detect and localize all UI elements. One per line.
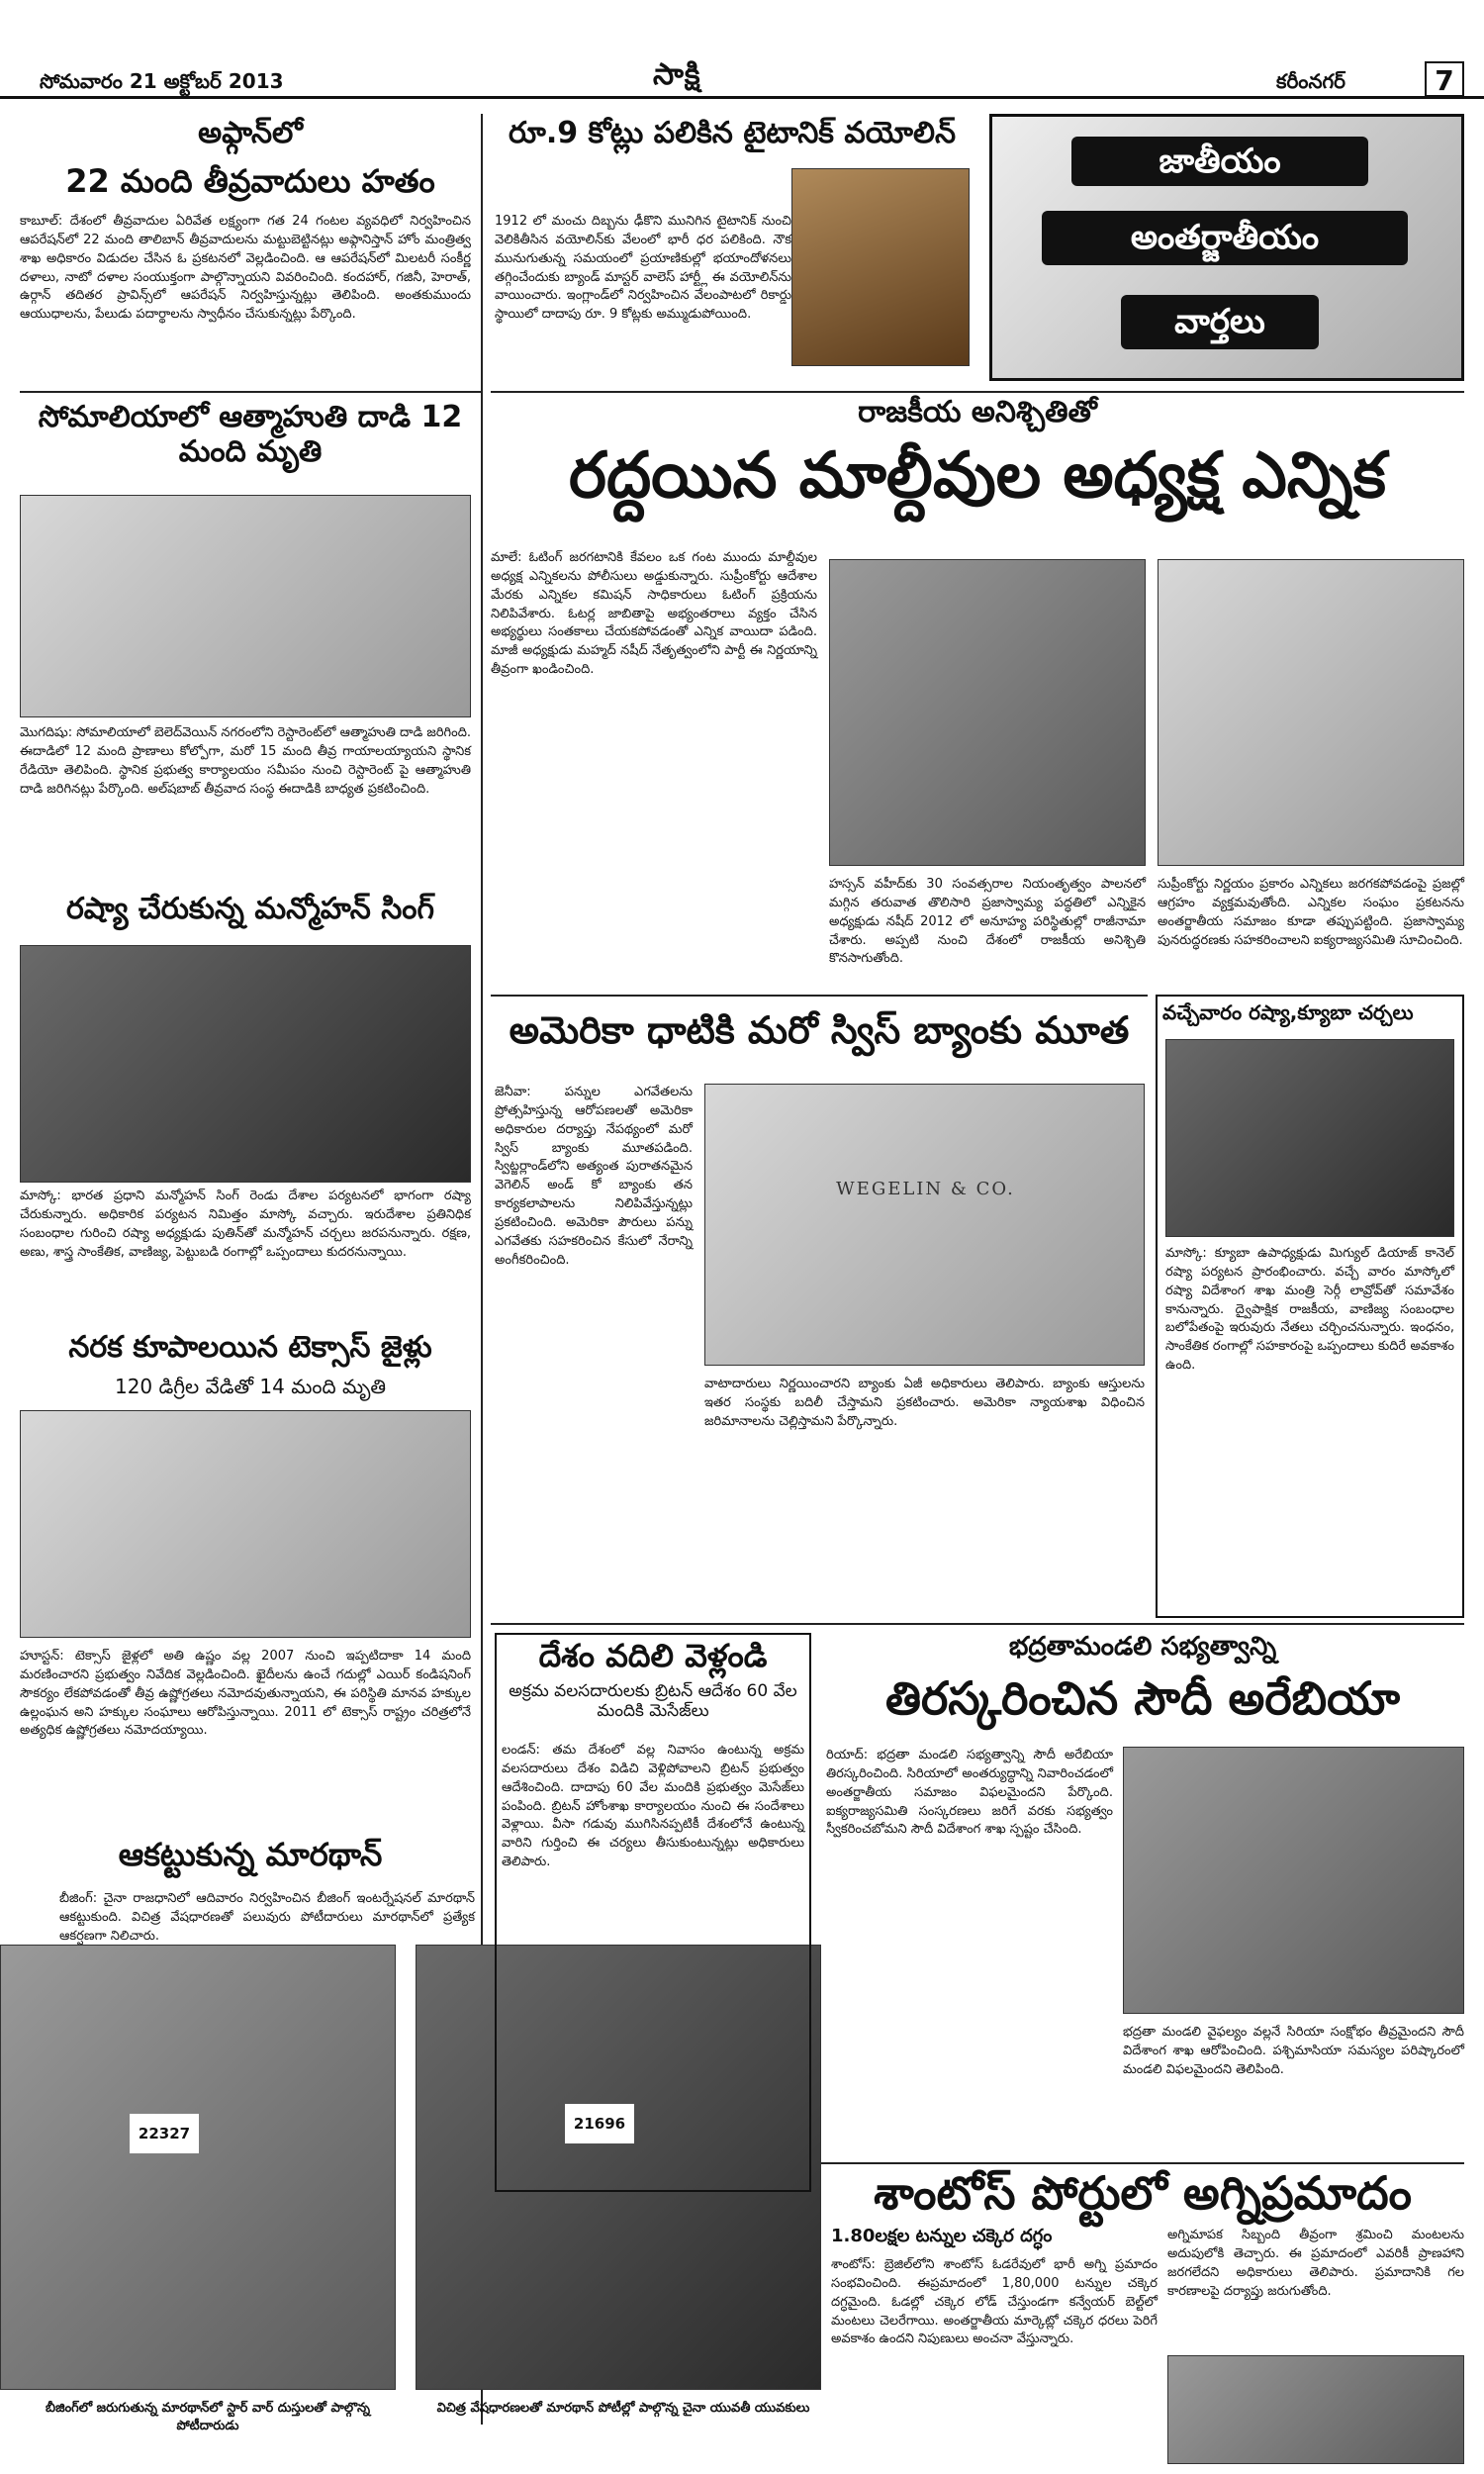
titanic-article: 1912 లో మంచు దిబ్బను ఢీకొని మునిగిన టైటానిక్ నుంచి వెలికితీసిన వయోలిన్‌కు వేలంలో భారీ ధర పలికింది. నౌక మునుగుతున్న సమయంలో ప్రయాణికుల్లో భయాందోళనలు తగ్గించేందుకు బ్యాండ్ మాస్టర్ వాలెస్ హార్ట్లీ ఈ వయోలిన్‌ను వాయించారు. ఇంగ్లాండ్‌లో నిర్వహించిన వేలంపాటలో రికార్డు స్థాయిలో దాదాపు రూ. 9 కోట్లకు అమ్ముడుపోయింది. — [495, 214, 791, 323]
banner-line-1: జాతీయం — [1071, 137, 1368, 186]
maldives-headline: రద్దయిన మాల్దీవుల అధ్యక్ష ఎన్నిక — [569, 439, 1386, 513]
wegelin-bank-photo — [704, 1084, 1145, 1366]
afghan-kicker: అఫ్గాన్‌లో — [198, 116, 303, 150]
saudi-headline: తిరస్కరించిన సౌదీ అరేబియా — [885, 1671, 1400, 1725]
marathon-article: బీజింగ్: చైనా రాజధానిలో ఆదివారం నిర్వహించిన బీజింగ్ ఇంటర్నేషనల్ మారథాన్ ఆకట్టుకుంది. విచిత్ర వేషధారణతో పలువురు పోటీదారులు మారథాన్‌లో ప్రత్యేక ఆకర్షణగా నిలిచారు. — [59, 1891, 475, 1944]
leave-article: లండన్: తమ దేశంలో వల్ల నివాసం ఉంటున్న అక్రమ వలసదారులు దేశం విడిచి వెళ్లిపోవాలని బ్రిటన్ ప్రభుత్వం ఆదేశించింది. దాదాపు 60 వేల మందికి ప్రభుత్వం మెసేజ్‌లు పంపింది. బ్రిటన్ హోంశాఖ కార్యాలయం నుంచి ఈ సందేశాలు వెళ్లాయి. వీసా గడువు ముగిసినప్పటికీ దేశంలోనే ఉంటున్న వారిని గుర్తించి ఈ చర్యలు తీసుకుంటున్నట్లు అధికారులు తెలిపారు. — [502, 1743, 804, 1870]
cuba-article: మాస్కో: క్యూబా ఉపాధ్యక్షుడు మిగ్యుల్ డియాజ్ కానెల్ రష్యా పర్యటన ప్రారంభించారు. వచ్చే వారం మాస్కోలో రష్యా విదేశాంగ శాఖ మంత్రి సెర్గీ లావ్రోవ్‌తో సమావేశం కానున్నారు. ద్వైపాక్షిక రాజకీయ, వాణిజ్య సంబంధాల బలోపేతంపై ఇరువురు నేతలు చర్చించనున్నారు. ఇంధనం, సాంకేతిక రంగాల్లో సహకారంపై ఒప్పందాలు కుదిరే అవకాశం ఉంది. — [1165, 1246, 1454, 1374]
section-rule — [491, 995, 1148, 997]
violin-photo — [791, 168, 970, 366]
titanic-headline: రూ.9 కోట్లు పలికిన టైటానిక్ వయోలిన్ — [508, 116, 957, 150]
bank-sign: WEGELIN & CO. — [836, 1179, 1015, 1199]
texas-article: హూస్టన్: టెక్సాస్ జైళ్లలో అతి ఉష్ణం వల్ల 2007 నుంచి ఇప్పటిదాకా 14 మంది మరణించారని ప్రభుత్వం నివేదిక వెల్లడించింది. ఖైదీలను ఉంచే గదుల్లో ఎయిర్ కండిషనింగ్ సౌకర్యం లేకపోవడంతో తీవ్ర ఉష్ణోగ్రతలు నమోదవుతున్నాయని, ఈ పరిస్థితి మానవ హక్కుల ఉల్లంఘన అని హక్కుల సంఘాలు ఆరోపిస్తున్నాయి. 2011 లో టెక్సాస్ రాష్ట్రం చరిత్రలోనే అత్యధిక ఉష్ణోగ్రతలు నమోదయ్యాయి. — [20, 1649, 471, 1739]
santos-article-2: అగ్నిమాపక సిబ్బంది తీవ్రంగా శ్రమించి మంటలను అదుపులోకి తెచ్చారు. ఈ ప్రమాదంలో ఎవరికీ ప్రాణహాని జరగలేదని అధికారులు తెలిపారు. ప్రమాదానికి గల కారణాలపై దర్యాప్తు జరుగుతోంది. — [1167, 2228, 1464, 2299]
banner-line-2: అంతర్జాతీయం — [1042, 211, 1408, 265]
maldives-kicker: రాజకీయ అనిశ్చితితో — [858, 395, 1097, 429]
marathon-stormtrooper-photo — [0, 1945, 396, 2390]
afghan-headline: 22 మంది తీవ్రవాదులు హతం — [65, 162, 435, 200]
leave-headline: దేశం వదిలి వెళ్లండి — [538, 1637, 768, 1674]
maldives-flag-photo — [1158, 559, 1464, 866]
texas-headline: నరక కూపాలయిన టెక్సాస్ జైళ్లు — [68, 1330, 432, 1365]
somalia-headline: సోమాలియాలో ఆత్మాహుతి దాడి 12 మంది మృతి — [38, 400, 463, 469]
maldives-voting-photo — [829, 559, 1146, 866]
issue-date: సోమవారం 21 అక్టోబర్ 2013 — [40, 69, 284, 93]
somalia-blast-photo — [20, 495, 471, 717]
saudi-article-1: రియాద్: భద్రతా మండలి సభ్యత్వాన్ని సౌదీ అరేబియా తిరస్కరించింది. సిరియాలో అంతర్యుద్ధాన్ని నివారించడంలో అంతర్జాతీయ సమాజం విఫలమైందని పేర్కొంది. ఐక్యరాజ్యసమితి సంస్కరణలు జరిగే వరకు సభ్యత్వం స్వీకరించబోమని సౌదీ విదేశాంగ శాఖ స్పష్టం చేసింది. — [826, 1748, 1113, 1838]
cuba-leader-photo — [1165, 1039, 1454, 1237]
santos-subheadline: 1.80లక్షల టన్నుల చక్కెర దగ్ధం — [831, 2226, 1053, 2246]
singh-article: మాస్కో: భారత ప్రధాని మన్మోహన్ సింగ్ రెండు దేశాల పర్యటనలో భాగంగా రష్యా చేరుకున్నారు. అధికారిక పర్యటన నిమిత్తం మాస్కో వచ్చారు. ఇరుదేశాల ప్రతినిధిక సంబంధాల గురించి రష్యా అధ్యక్షుడు పుతిన్‌తో మన్మోహన్ చర్చలు జరపనున్నారు. రక్షణ, అణు, శాస్త్ర సాంకేతిక, వాణిజ్య, పెట్టుబడి రంగాల్లో ఒప్పందాలు కుదరనున్నాయి. — [20, 1189, 471, 1260]
marathon-caption-2: విచిత్ర వేషధారణలతో మారథాన్ పోటీల్లో పాల్గొన్న చైనా యువతీ యువకులు — [436, 2401, 810, 2416]
saudi-kicker: భద్రతామండలి సభ్యత్వాన్ని — [1008, 1632, 1277, 1662]
race-bib-2: 21696 — [565, 2104, 634, 2143]
race-bib-1: 22327 — [130, 2114, 199, 2153]
manmohan-singh-photo — [20, 945, 471, 1183]
page-number: 7 — [1425, 61, 1464, 97]
maldives-article-2: హస్సన్ వహీద్‌కు 30 సంవత్సరాల నియంతృత్వం పాలనలో మగ్గిన తరువాత తొలిసారి ప్రజాస్వామ్య పద్ధతిలో ఎన్నికైన అధ్యక్షుడు నషీద్ 2012 లో అనూహ్య పరిస్థితుల్లో రాజీనామా చేశారు. అప్పటి నుంచి దేశంలో రాజకీయ అనిశ్చితి కొనసాగుతోంది. — [829, 877, 1146, 967]
saudi-article-2: భద్రతా మండలి వైఫల్యం వల్లనే సిరియా సంక్షోభం తీవ్రమైందని సౌదీ విదేశాంగ శాఖ ఆరోపించింది. పశ్చిమాసియా సమస్యల పరిష్కారంలో మండలి విఫలమైందని తెలిపింది. — [1123, 2025, 1464, 2077]
section-rule — [821, 2162, 1464, 2164]
afghan-article: కాబూల్: దేశంలో తీవ్రవాదుల ఏరివేత లక్ష్యంగా గత 24 గంటల వ్యవధిలో నిర్వహించిన ఆపరేషన్‌లో 22 మంది తాలిబాన్ తీవ్రవాదులను మట్టుబెట్టినట్లు అఫ్గానిస్తాన్ హోం మంత్రిత్వ శాఖ అధికారం విడుదల చేసిన ఓ ప్రకటనలో వెల్లడించింది. ఆ ఆపరేషన్‌లో మిలటరీ సంకీర్ణ దళాలు, నాటో దళాల సంయుక్తంగా పాల్గొన్నాయని వివరించింది. కందహార్, గజినీ, హెరాత్, ఉర్గాన్ తదితర ప్రావిన్స్‌లో ఆపరేషన్ నిర్వహిస్తున్నట్లు తెలిపింది. అంతకుముందు ఆయుధాలను, పేలుడు పదార్థాలను స్వాధీనం చేసుకున్నట్లు పేర్కొంది. — [20, 214, 471, 323]
prison-cells-photo — [20, 1410, 471, 1638]
singh-headline: రష్యా చేరుకున్న మన్మోహన్ సింగ్ — [66, 892, 434, 926]
section-rule — [491, 391, 1464, 393]
maldives-article-3: సుప్రీంకోర్టు నిర్ణయం ప్రకారం ఎన్నికలు జరగకపోవడంపై ప్రజల్లో ఆగ్రహం వ్యక్తమవుతోంది. ఎన్నికల సంఘం ప్రకటనను అంతర్జాతీయ సమాజం కూడా తప్పుపట్టింది. ప్రజాస్వామ్య పునరుద్ధరణకు సహకరించాలని ఐక్యరాజ్యసమితి సూచించింది. — [1158, 877, 1464, 948]
swiss-article-2: వాటాదారులు నిర్ణయించారని బ్యాంకు ఏజీ అధికారులు తెలిపారు. బ్యాంకు ఆస్తులను ఇతర సంస్థకు బదిలీ చేస్తామని ప్రకటించారు. అమెరికా న్యాయశాఖ విధించిన జరిమానాలను చెల్లిస్తామని పేర్కొన్నారు. — [704, 1377, 1145, 1429]
section-rule — [491, 1623, 1464, 1625]
cuba-headline: వచ్చేవారం రష్యా,క్యూబా చర్చలు — [1162, 1000, 1414, 1024]
port-fire-photo — [1167, 2355, 1464, 2464]
maldives-article-1: మాలే: ఓటింగ్ జరగటానికి కేవలం ఒక గంట ముందు మాల్దీవుల అధ్యక్ష ఎన్నికలను పోలీసులు అడ్డుకున్నారు. సుప్రీంకోర్టు ఆదేశాల మేరకు ఎన్నికల కమిషన్ సాధికారులు ఓటింగ్ ప్రక్రియను నిలిపివేశారు. ఓటర్ల జాబితాపై అభ్యంతరాలు వ్యక్తం చేసిన అభ్యర్థులు సంతకాలు చేయకపోవడంతో ఎన్నిక వాయిదా పడింది. మాజీ అధ్యక్షుడు మహ్మద్ నషీద్ నేతృత్వంలోని పార్టీ ఈ నిర్ణయాన్ని తీవ్రంగా ఖండించింది. — [491, 550, 817, 678]
banner-line-3: వార్తలు — [1121, 295, 1319, 349]
marathon-headline: ఆకట్టుకున్న మారథాన్ — [118, 1836, 383, 1873]
swiss-article-1: జెనీవా: పన్నుల ఎగవేతలను ప్రోత్సహిస్తున్న ఆరోపణలతో అమెరికా అధికారుల దర్యాప్తు నేపథ్యంలో మరో స్విస్ బ్యాంకు మూతపడింది. స్విట్జర్లాండ్‌లోని అత్యంత పురాతనమైన వెగెలిన్ అండ్ కో బ్యాంకు తన కార్యకలాపాలను నిలిపివేస్తున్నట్లు ప్రకటించింది. అమెరికా పౌరులు పన్ను ఎగవేతకు సహకరించిన కేసులో నేరాన్ని అంగీకరించింది. — [495, 1085, 693, 1268]
swiss-headline: అమెరికా ధాటికి మరో స్విస్ బ్యాంకు మూత — [509, 1008, 1130, 1052]
leave-subheadline: అక్రమ వలసదారులకు బ్రిటన్ ఆదేశం 60 వేల మందికి మెసేజ్‌లు — [509, 1681, 797, 1721]
section-banner — [989, 114, 1464, 381]
saudi-meeting-photo — [1123, 1747, 1464, 2014]
texas-subheadline: 120 డిగ్రీల వేడితో 14 మంది మృతి — [114, 1375, 387, 1398]
somalia-article: మొగదిషు: సోమాలియాలో బెలెద్‌వెయిన్ నగరంలోని రెస్టారెంట్‌లో ఆత్మాహుతి దాడి జరిగింది. ఈదాడిలో 12 మంది ప్రాణాలు కోల్పోగా, మరో 15 మంది తీవ్ర గాయాలయ్యాయని స్థానిక రేడియో తెలిపింది. స్థానిక ప్రభుత్వ కార్యాలయం సమీపం నుంచి రెస్టారెంట్ పై ఆత్మాహుతి దాడి జరిగినట్లు పేర్కొంది. అల్‌షబాబ్ తీవ్రవాద సంస్థ ఈదాడికి బాధ్యత ప్రకటించింది. — [20, 725, 472, 797]
santos-headline: శాంటోస్ పోర్టులో అగ్నిప్రమాదం — [874, 2166, 1412, 2220]
marathon-caption-1: బీజింగ్‌లో జరుగుతున్న మారథాన్‌లో స్టార్ వార్ దుస్తులతో పాల్గొన్న పోటీదారుడు — [46, 2401, 370, 2433]
edition-city: కరీంనగర్ — [1276, 69, 1345, 93]
section-rule — [20, 391, 481, 393]
newspaper-masthead: సాక్షి — [653, 57, 701, 92]
santos-article-1: శాంటోస్: బ్రెజిల్‌లోని శాంటోస్ ఓడరేవులో భారీ అగ్ని ప్రమాదం సంభవించింది. ఈప్రమాదంలో 1,80,000 టన్నుల చక్కెర దగ్ధమైంది. ఓడల్లో చక్కెర లోడ్ చేస్తుండగా కన్వేయర్ బెల్ట్‌లో మంటలు చెలరేగాయి. అంతర్జాతీయ మార్కెట్లో చక్కెర ధరలు పెరిగే అవకాశం ఉందని నిపుణులు అంచనా వేస్తున్నారు. — [831, 2257, 1158, 2347]
